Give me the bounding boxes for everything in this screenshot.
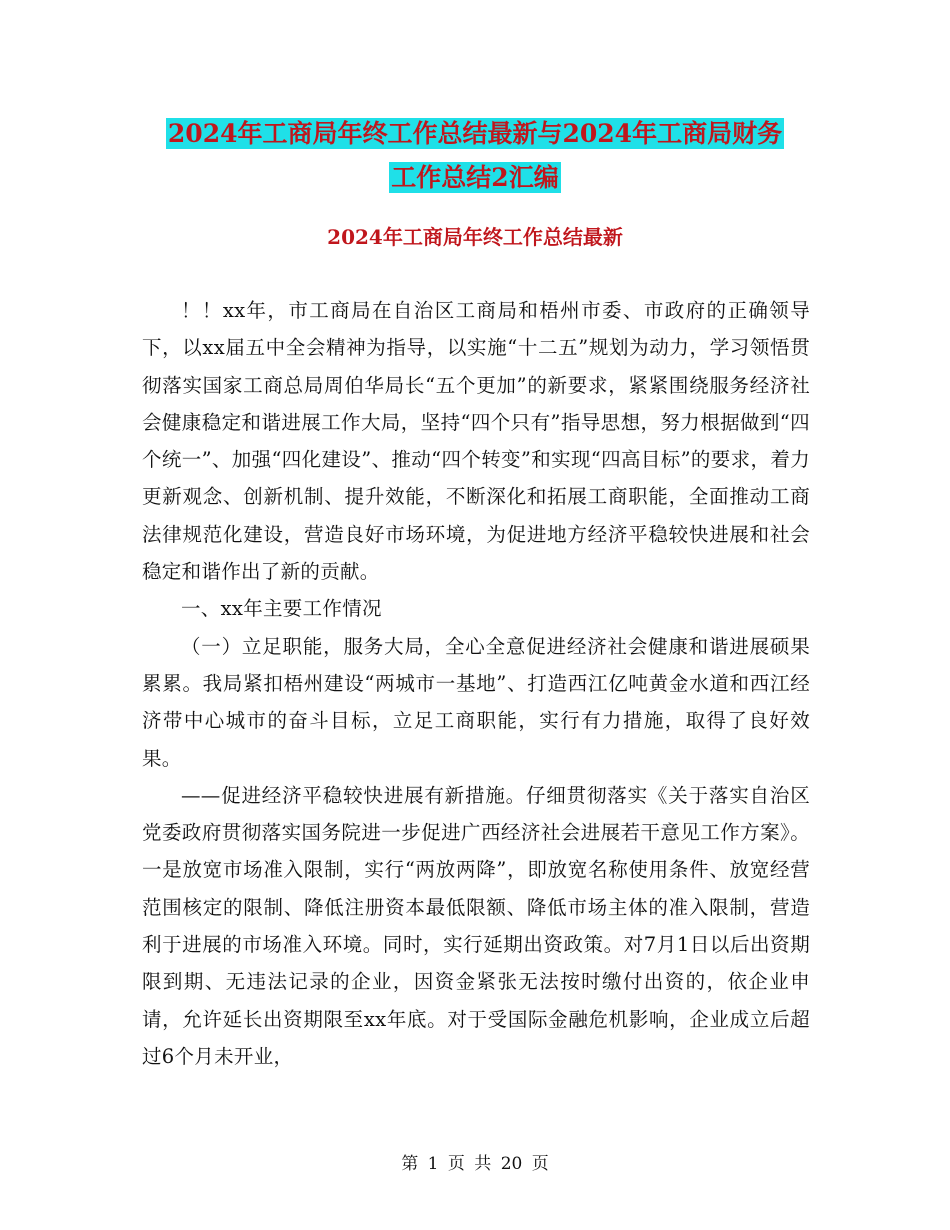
document-title-line-1: 2024年工商局年终工作总结最新与2024年工商局财务	[167, 119, 783, 148]
section-title: 2024年工商局年终工作总结最新	[327, 225, 623, 249]
body-paragraph-section-1: （一）立足职能，服务大局，全心全意促进经济社会健康和谐进展硕果累累。我局紧扣梧州建设“两城市一基地”、打造西江亿吨黄金水道和西江经济带中心城市的奋斗目标，立足工商职能，实行有力措施，取得了良好效果。	[142, 634, 810, 770]
body-paragraph-economy: ——促进经济平稳较快进展有新措施。仔细贯彻落实《关于落实自治区党委政府贯彻落实国务院进一步促进广西经济社会进展若干意见工作方案》。一是放宽市场准入限制，实行“两放两降”，即放宽名称使用条件、放宽经营范围核定的限制、降低注册资本最低限额、降低市场主体的准入限制，营造利于进展的市场准入环境。同时，实行延期出资政策。对7月1日以后出资期限到期、无违法记录的企业，因资金紧张无法按时缴付出资的，依企业申请，允许延长出资期限至xx年底。对于受国际金融危机影响，企业成立后超过6个月未开业，	[142, 783, 810, 1068]
document-body	[142, 292, 810, 1075]
body-paragraph-intro: ！！xx年，市工商局在自治区工商局和梧州市委、市政府的正确领导下，以xx届五中全会精神为指导，以实施“十二五”规划为动力，学习领悟贯彻落实国家工商总局周伯华局长“五个更加”的新要求，紧紧围绕服务经济社会健康稳定和谐进展工作大局，坚持“四个只有”指导思想，努力根据做到“四个统一”、加强“四化建设”、推动“四个转变”和实现“四高目标”的要求，着力更新观念、创新机制、提升效能，不断深化和拓展工商职能，全面推动工商法律规范化建设，营造良好市场环境，为促进地方经济平稳较快进展和社会稳定和谐作出了新的贡献。	[142, 299, 810, 584]
body-heading-1: 一、xx年主要工作情况	[181, 597, 382, 621]
document-title	[100, 112, 850, 200]
document-title-line-2: 工作总结2汇编	[391, 163, 559, 192]
page-number: 第 1 页 共 20 页	[401, 1154, 549, 1174]
